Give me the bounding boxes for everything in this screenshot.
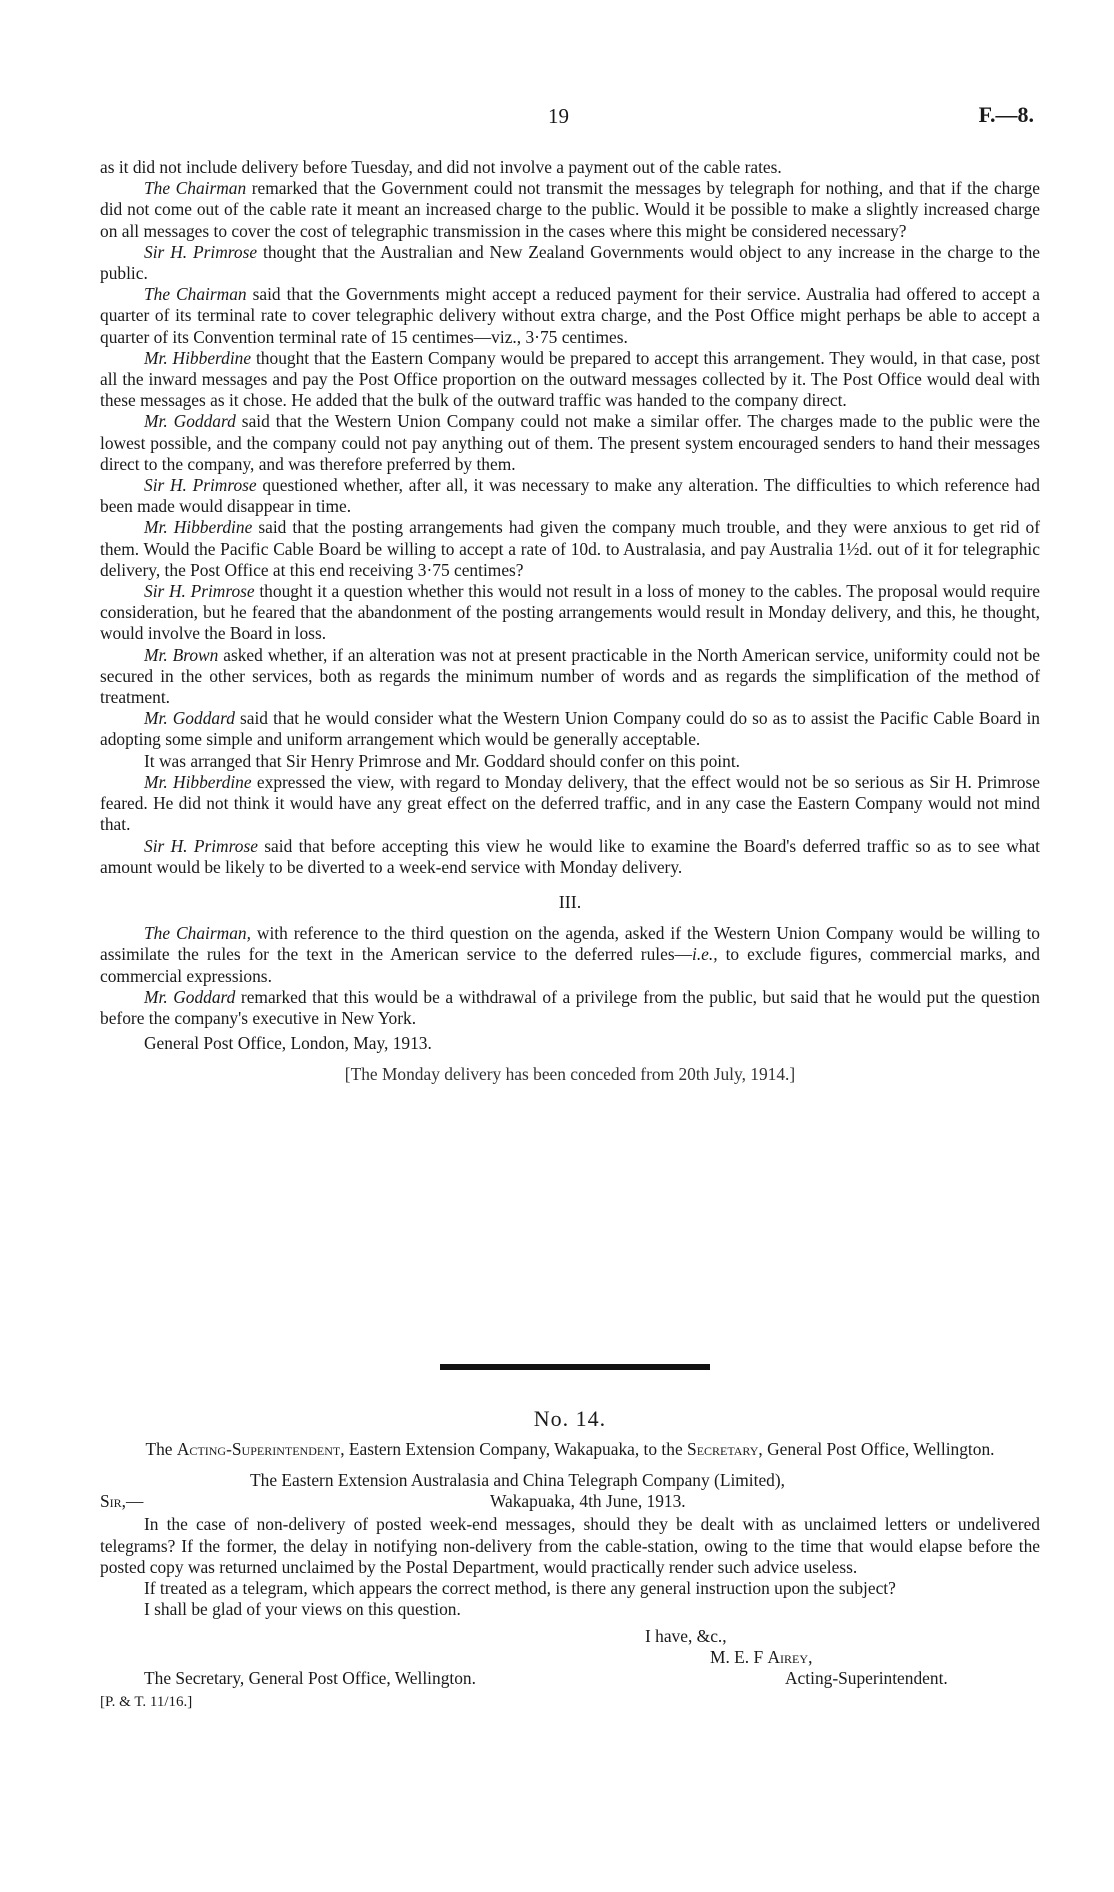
section-divider: [440, 1364, 710, 1370]
letter-place-date: Wakapuaka, 4th June, 1913.: [490, 1491, 686, 1512]
file-reference: [P. & T. 11/16.]: [100, 1694, 193, 1711]
editorial-note: [The Monday delivery has been conceded from 20th July, 1914.]: [344, 1064, 796, 1085]
letter-number: No. 14.: [533, 1406, 607, 1431]
speaker: Mr. Goddard: [144, 411, 236, 432]
letter-paragraph: In the case of non-delivery of posted week-end messages, should they be dealt with as unclaimed letters or undelivered telegrams? If the former, the delay in notifying non-delivery from the cable-station, owing to the time that would elapse before the posted copy was returned unclaimed by the Postal Department, would practically render such advice useless.: [100, 1514, 1040, 1577]
paragraph: Mr. Brown asked whether, if an alteration was not at present practicable in the North American service, uniformity could not be secured in the other services, both as regards the minimum number of words and as regards the simplification of the method of treatment.: [100, 644, 1040, 708]
signatory: M. E. F Airey,: [710, 1647, 813, 1668]
letter-no-14: [100, 1408, 1040, 1714]
speaker: Mr. Brown: [144, 644, 219, 665]
speaker: Mr. Hibberdine: [144, 771, 252, 792]
paragraph: The Chairman, with reference to the third question on the agenda, asked if the Western Union Company would be willing to assimilate the rules for the text in the American service to the deferred rules—i.e., to exclude figures, commercial marks, and commercial expressions.: [100, 923, 1040, 986]
institution-name: The Eastern Extension Australasia and China Telegraph Company (Limited),: [250, 1470, 786, 1491]
letter-paragraph: I shall be glad of your views on this question.: [144, 1599, 461, 1620]
speaker: Mr. Goddard: [144, 986, 236, 1007]
paragraph: It was arranged that Sir Henry Primrose and Mr. Goddard should confer on this point.: [144, 750, 740, 771]
meeting-minutes: [100, 157, 1040, 1086]
speaker: Sir H. Primrose: [144, 581, 255, 602]
letter-paragraph: If treated as a telegram, which appears the correct method, is there any general instruction upon the subject?: [144, 1578, 896, 1599]
closing-phrase: I have, &c.,: [645, 1626, 727, 1647]
paragraph: Sir H. Primrose questioned whether, after all, it was necessary to make any alteration. The difficulties to which reference had been made would disappear in time.: [100, 475, 1040, 517]
section-heading: III.: [558, 891, 582, 912]
speaker: Sir H. Primrose: [144, 835, 258, 856]
signatory-title: Acting-Superintendent.: [785, 1668, 948, 1689]
salutation: Sir,—: [100, 1491, 144, 1512]
paragraph: Mr. Goddard said that the Western Union Company could not make a similar offer. The charges made to the public were the lowest possible, and the company could not pay anything out of them. The present system encouraged senders to hand their messages direct to the company, and was therefore preferred by them.: [100, 411, 1040, 474]
paragraph: Mr. Hibberdine expressed the view, with regard to Monday delivery, that the effect would not be so serious as Sir H. Primrose feared. He did not think it would have any great effect on the deferred traffic, and in any case the Eastern Company would not mind that.: [100, 771, 1040, 835]
paragraph: The Chairman said that the Governments might accept a reduced payment for their service. Australia had offered to accept a quarter of its terminal rate to cover telegraphic delivery without extra charge, and the Post Office might perhaps be able to accept a quarter of its Convention terminal rate of 15 centimes—viz., 3·75 centimes.: [100, 284, 1040, 347]
paragraph: The Chairman remarked that the Government could not transmit the messages by telegraph for nothing, and that if the charge did not come out of the cable rate it meant an increased charge to the public. Would it be possible to make a slightly increased charge on all messages to cover the cost of telegraphic transmission in the cases where this might be considered necessary?: [100, 178, 1040, 241]
speaker: Mr. Goddard: [144, 708, 235, 729]
paragraph: Sir H. Primrose said that before accepting this view he would like to examine the Board's deferred traffic so as to see what amount would be likely to be diverted to a week-end service with Monday delivery.: [100, 835, 1040, 877]
paragraph: Sir H. Primrose thought it a question whether this would not result in a loss of money to the cables. The proposal would require consideration, but he feared that the abandonment of the posting arrangements would result in Monday delivery, and this, he thought, would involve the Board in loss.: [100, 581, 1040, 644]
speaker: The Chairman: [144, 178, 247, 199]
paragraph: Sir H. Primrose thought that the Australian and New Zealand Governments would object to any increase in the charge to the public.: [100, 241, 1041, 284]
letter-address: The Acting-Superintendent, Eastern Extension Company, Wakapuaka, to the Secretary, General Post Office, Wellington.: [145, 1439, 995, 1460]
document-reference: F.—8.: [978, 102, 1034, 127]
speaker: Sir H. Primrose: [144, 241, 258, 262]
speaker: The Chairman,: [144, 923, 251, 944]
speaker: Sir H. Primrose: [144, 475, 257, 496]
paragraph: Mr. Goddard remarked that this would be a withdrawal of a privilege from the public, but said that he would put the question before the company's executive in New York.: [100, 986, 1040, 1028]
letterhead: [100, 1470, 1040, 1514]
letter-closing: [100, 1626, 1040, 1714]
speaker: Mr. Hibberdine: [144, 347, 252, 368]
paragraph: Mr. Hibberdine said that the posting arrangements had given the company much trouble, and they were anxious to get rid of them. Would the Pacific Cable Board be willing to accept a rate of 10d. to Australasia, and pay Australia 1½d. out of it for telegraphic delivery, the Post Office at this end receiving 3·75 centimes?: [100, 517, 1040, 580]
place-date-line: General Post Office, London, May, 1913.: [144, 1033, 432, 1054]
paragraph: Mr. Hibberdine thought that the Eastern Company would be prepared to accept this arrangement. They would, in that case, post all the inward messages and pay the Post Office proportion on the outward messages collected by it. The Post Office would deal with these messages as it chose. He added that the bulk of the outward traffic was handed to the company direct.: [100, 347, 1040, 411]
recipient: The Secretary, General Post Office, Wellington.: [144, 1668, 476, 1689]
paragraph: Mr. Goddard said that he would consider what the Western Union Company could do so as to assist the Pacific Cable Board in adopting some simple and uniform arrangement which would be generally acceptable.: [100, 708, 1040, 750]
page-number: 19: [548, 104, 569, 128]
page-header: [0, 100, 1114, 130]
paragraph: as it did not include delivery before Tuesday, and did not involve a payment out of the cable rates.: [100, 157, 782, 177]
speaker: The Chairman: [144, 284, 247, 305]
speaker: Mr. Hibberdine: [144, 517, 253, 538]
